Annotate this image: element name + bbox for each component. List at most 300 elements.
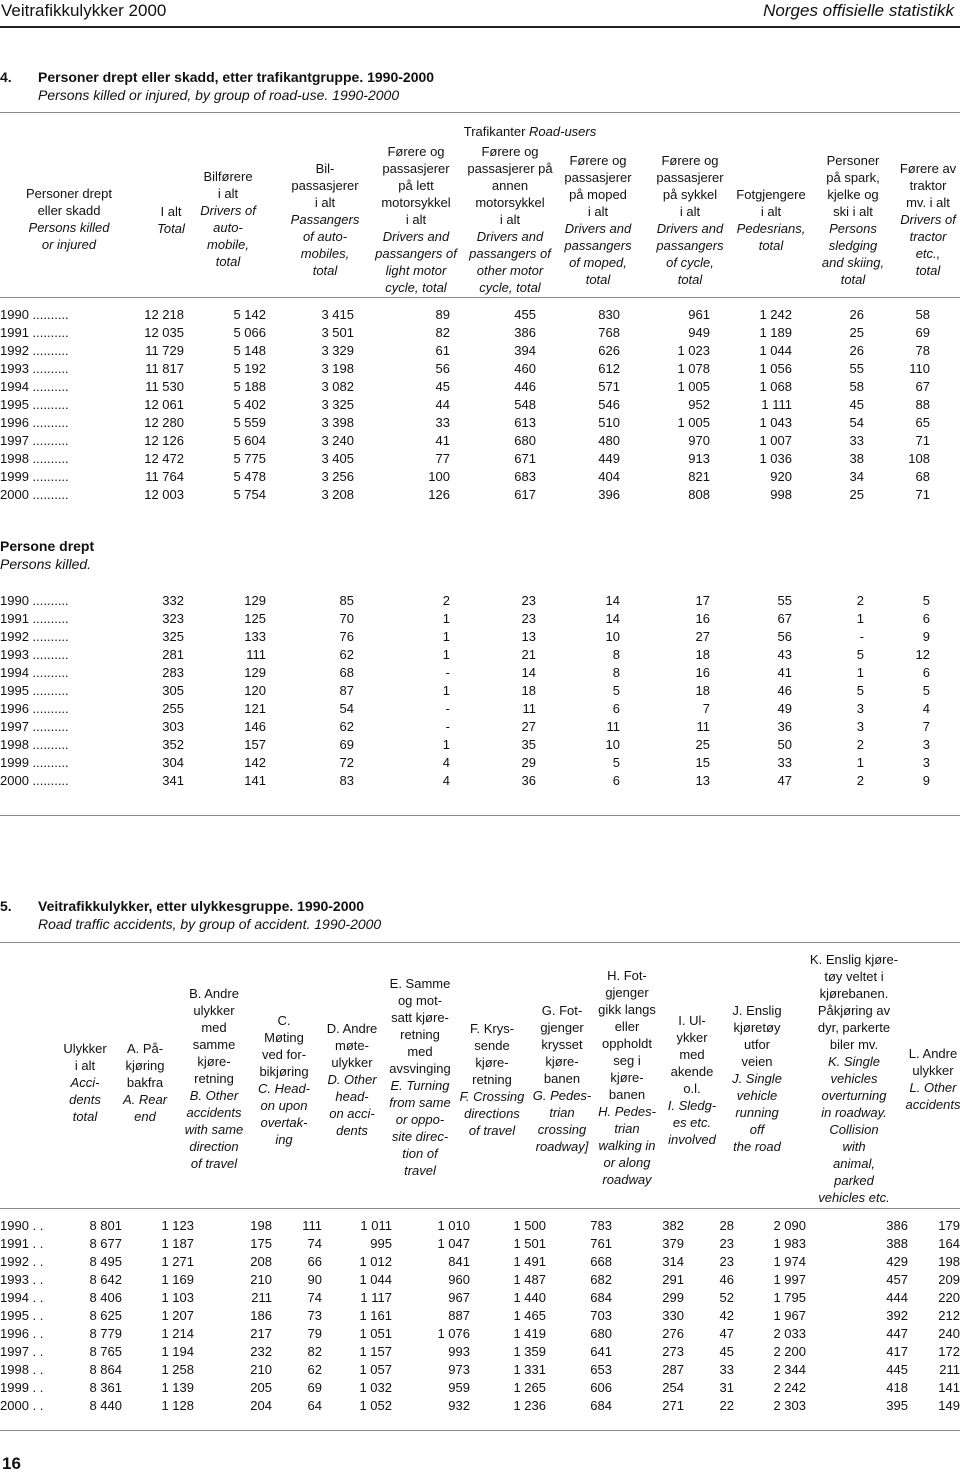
col-header-line: Fotgjengere	[736, 187, 806, 202]
value-cell: 5 142	[233, 307, 266, 322]
col-header-line-en: cycle, total	[479, 280, 541, 295]
table4-killed-row	[0, 736, 930, 754]
col-header-line: Bil-	[315, 161, 335, 176]
value-cell: 82	[435, 325, 450, 340]
col-header-line-en: total	[72, 1109, 98, 1124]
col-header-line-en: other motor	[476, 263, 544, 278]
value-cell: 1 983	[773, 1236, 806, 1251]
table5-col-header-3	[246, 1012, 322, 1148]
table5-col-header-10	[722, 1002, 792, 1155]
value-cell: 341	[162, 773, 184, 788]
value-cell: 1 057	[359, 1362, 392, 1377]
value-cell: 973	[448, 1362, 470, 1377]
col-header-line: banen	[608, 1087, 646, 1102]
col-header-line: ulykker	[193, 1003, 235, 1018]
value-cell: 25	[695, 737, 710, 752]
table5-body	[0, 1217, 960, 1415]
col-header-line: retning	[472, 1072, 512, 1087]
value-cell: 429	[886, 1254, 908, 1269]
col-header-line-en: vehicles etc.	[818, 1190, 890, 1205]
col-header-line-en: I. Sledg-	[667, 1098, 717, 1113]
table4-top-rule	[0, 112, 960, 113]
col-header-line-en: or injured	[41, 237, 97, 252]
col-header-line: veien	[741, 1054, 773, 1069]
value-cell: 74	[307, 1290, 322, 1305]
table4-all-row	[0, 378, 930, 396]
year-cell: 1991 . .	[0, 1236, 44, 1251]
value-cell: 1 194	[161, 1344, 194, 1359]
value-cell: 395	[886, 1398, 908, 1413]
value-cell: 25	[849, 325, 864, 340]
header-right-title: Norges offisielle statistikk	[763, 1, 954, 20]
col-header-line-en: Drivers and	[476, 229, 544, 244]
col-header-line: møte-	[335, 1038, 369, 1053]
table5-row	[0, 1217, 960, 1235]
value-cell: 69	[339, 737, 354, 752]
col-header-line-en: G. Pedes-	[532, 1088, 592, 1103]
value-cell: 1 265	[513, 1380, 546, 1395]
value-cell: 671	[514, 451, 536, 466]
value-cell: 82	[307, 1344, 322, 1359]
col-header-line: passasjerer	[656, 170, 724, 185]
value-cell: 680	[590, 1326, 612, 1341]
value-cell: 1 078	[677, 361, 710, 376]
table5-row	[0, 1235, 960, 1253]
value-cell: 120	[244, 683, 266, 698]
col-header-line-en: of auto-	[302, 229, 348, 244]
col-header-line-en: Collision	[829, 1122, 879, 1137]
year-cell: 2000 ..........	[0, 487, 69, 502]
value-cell: 457	[886, 1272, 908, 1287]
table4-all-row	[0, 486, 930, 504]
value-cell: 2 242	[773, 1380, 806, 1395]
value-cell: 58	[849, 379, 864, 394]
value-cell: 141	[244, 773, 266, 788]
col-header-line: i alt	[587, 204, 609, 219]
value-cell: 1 500	[513, 1218, 546, 1233]
value-cell: 65	[915, 415, 930, 430]
table5-number: 5.	[0, 898, 12, 914]
value-cell: 1 440	[513, 1290, 546, 1305]
col-header-line-en: passangers	[656, 238, 724, 253]
col-header-line: K. Enslig kjøre-	[809, 952, 899, 967]
value-cell: 129	[244, 593, 266, 608]
value-cell: 1 068	[759, 379, 792, 394]
value-cell: 121	[244, 701, 266, 716]
col-header-line-en: Total	[157, 221, 185, 236]
value-cell: 1	[856, 665, 864, 680]
value-cell: 3 415	[321, 307, 354, 322]
year-cell: 1996 ..........	[0, 701, 69, 716]
value-cell: 45	[719, 1344, 734, 1359]
value-cell: 17	[695, 593, 710, 608]
col-header-line: G. Fot-	[541, 1003, 583, 1018]
value-cell: 41	[777, 665, 792, 680]
col-header-line: kjøre-	[475, 1055, 509, 1070]
col-header-line-en: K. Single	[827, 1054, 881, 1069]
value-cell: 993	[448, 1344, 470, 1359]
value-cell: 305	[162, 683, 184, 698]
col-header-line: gjenger	[540, 1020, 584, 1035]
value-cell: 108	[908, 451, 930, 466]
value-cell: 5 192	[233, 361, 266, 376]
year-cell: 1992 ..........	[0, 629, 69, 644]
value-cell: 510	[598, 415, 620, 430]
value-cell: 15	[695, 755, 710, 770]
value-cell: 626	[598, 343, 620, 358]
col-header-line: kjørebanen.	[819, 986, 889, 1001]
value-cell: 126	[428, 487, 450, 502]
table4-group-header: Trafikanter Road-users	[463, 124, 597, 139]
value-cell: 1 111	[761, 397, 792, 412]
value-cell: 392	[886, 1308, 908, 1323]
value-cell: 5 148	[233, 343, 266, 358]
table4-col-header-0	[10, 185, 128, 253]
value-cell: 111	[302, 1218, 322, 1233]
col-header-line: passasjerer	[564, 170, 632, 185]
value-cell: 1 128	[161, 1398, 194, 1413]
value-cell: 69	[915, 325, 930, 340]
value-cell: 2	[856, 773, 864, 788]
value-cell: 314	[662, 1254, 684, 1269]
col-header-line-en: involved	[668, 1132, 716, 1147]
value-cell: 8 361	[89, 1380, 122, 1395]
value-cell: 54	[849, 415, 864, 430]
value-cell: 179	[938, 1218, 960, 1233]
col-header-line-en: total	[840, 272, 866, 287]
col-header-line-en: running	[735, 1105, 779, 1120]
value-cell: 5 066	[233, 325, 266, 340]
table4-header-rule	[0, 297, 960, 298]
table5-row	[0, 1397, 960, 1415]
value-cell: 8 406	[89, 1290, 122, 1305]
value-cell: 386	[514, 325, 536, 340]
table4-col-header-5	[458, 143, 562, 296]
col-header-line: C.	[277, 1013, 291, 1028]
col-header-line-en: with	[842, 1139, 866, 1154]
value-cell: 949	[688, 325, 710, 340]
value-cell: 212	[938, 1308, 960, 1323]
year-cell: 1997 ..........	[0, 433, 69, 448]
value-cell: 23	[521, 593, 536, 608]
col-header-line: F. Krys-	[469, 1021, 515, 1036]
value-cell: 283	[162, 665, 184, 680]
table5-row	[0, 1307, 960, 1325]
value-cell: 11 729	[145, 343, 184, 358]
value-cell: 73	[307, 1308, 322, 1323]
col-header-line-en: animal,	[833, 1156, 875, 1171]
col-header-line-en: Drivers and	[564, 221, 632, 236]
value-cell: 52	[719, 1290, 734, 1305]
table4-all-row	[0, 414, 930, 432]
col-header-line-en: total	[915, 263, 941, 278]
value-cell: 1 465	[513, 1308, 546, 1323]
col-header-line: på spark,	[826, 170, 880, 185]
value-cell: 46	[777, 683, 792, 698]
value-cell: 8	[612, 665, 620, 680]
col-header-line-en: Acci-	[70, 1075, 100, 1090]
table5-row	[0, 1271, 960, 1289]
value-cell: 1 044	[359, 1272, 392, 1287]
value-cell: 386	[886, 1218, 908, 1233]
col-header-line-en: total	[312, 263, 338, 278]
value-cell: 1 123	[161, 1218, 194, 1233]
value-cell: 3	[856, 719, 864, 734]
col-header-line: med	[407, 1044, 433, 1059]
col-header-line: annen	[491, 178, 529, 193]
value-cell: 14	[521, 665, 536, 680]
col-header-line-en: overturning	[821, 1088, 887, 1103]
value-cell: 1 161	[359, 1308, 392, 1323]
value-cell: 56	[435, 361, 450, 376]
col-header-line-en: Drivers of	[900, 212, 956, 227]
value-cell: 3 240	[321, 433, 354, 448]
col-header-line-en: the road	[733, 1139, 781, 1154]
col-header-line: A. På-	[126, 1041, 164, 1056]
col-header-line-en: F. Crossing	[459, 1089, 525, 1104]
col-header-line-en: E. Turning	[390, 1078, 450, 1093]
table4-col-header-3	[280, 160, 370, 279]
table4-killed-row	[0, 610, 930, 628]
value-cell: 3	[922, 755, 930, 770]
value-cell: 68	[339, 665, 354, 680]
table5-col-header-5	[376, 975, 464, 1179]
col-header-line: E. Samme	[389, 976, 451, 991]
col-header-line: ulykker	[912, 1063, 954, 1078]
col-header-line-en: direction	[189, 1139, 239, 1154]
value-cell: 111	[246, 647, 266, 662]
value-cell: 77	[435, 451, 450, 466]
value-cell: 146	[244, 719, 266, 734]
col-header-line-en: crossing	[537, 1122, 587, 1137]
col-header-line-en: total	[585, 272, 611, 287]
table4-col-header-9	[810, 152, 896, 288]
value-cell: 5 775	[233, 451, 266, 466]
col-header-line: Personer drept	[26, 186, 112, 201]
table5-row	[0, 1253, 960, 1271]
col-header-line-en: head-	[335, 1089, 369, 1104]
col-header-line-en: vehicle	[736, 1088, 778, 1103]
value-cell: 5	[922, 683, 930, 698]
value-cell: 8 801	[89, 1218, 122, 1233]
value-cell: 9	[922, 629, 930, 644]
value-cell: 12	[915, 647, 930, 662]
value-cell: 404	[598, 469, 620, 484]
col-header-line: Førere av	[899, 161, 957, 176]
value-cell: 4	[442, 773, 450, 788]
value-cell: 2	[442, 593, 450, 608]
table5-col-header-11	[806, 951, 902, 1206]
header-left-title: Veitrafikkulykker 2000	[1, 1, 167, 20]
value-cell: 50	[777, 737, 792, 752]
value-cell: 1 974	[773, 1254, 806, 1269]
value-cell: 33	[719, 1362, 734, 1377]
value-cell: 6	[612, 701, 620, 716]
value-cell: 18	[521, 683, 536, 698]
value-cell: 88	[915, 397, 930, 412]
year-cell: 1999 . .	[0, 1380, 44, 1395]
value-cell: 70	[339, 611, 354, 626]
col-header-line-en: tractor	[909, 229, 947, 244]
col-header-line-en: and skiing,	[821, 255, 885, 270]
value-cell: 1 023	[677, 343, 710, 358]
col-header-line: på moped	[569, 187, 627, 202]
col-header-line: biler mv.	[829, 1037, 879, 1052]
value-cell: 952	[688, 397, 710, 412]
table4-col-header-4	[366, 143, 466, 296]
value-cell: 209	[938, 1272, 960, 1287]
value-cell: 281	[162, 647, 184, 662]
col-header-line: Ulykker	[63, 1041, 107, 1056]
col-header-line-en: in roadway.	[821, 1105, 887, 1120]
table4-all-row	[0, 324, 930, 342]
year-cell: 1995 ..........	[0, 683, 69, 698]
col-header-line: i alt	[314, 195, 336, 210]
table5-top-rule	[0, 942, 960, 943]
col-header-line: ved for-	[261, 1047, 307, 1062]
value-cell: 1	[856, 755, 864, 770]
col-header-line: avsvinging	[389, 1061, 451, 1076]
col-header-line-en: of cycle,	[666, 255, 714, 270]
value-cell: 27	[695, 629, 710, 644]
col-header-line-en: or oppo-	[395, 1112, 445, 1127]
value-cell: 808	[688, 487, 710, 502]
value-cell: 841	[448, 1254, 470, 1269]
value-cell: 1	[442, 647, 450, 662]
value-cell: 548	[514, 397, 536, 412]
value-cell: 198	[938, 1254, 960, 1269]
value-cell: 291	[662, 1272, 684, 1287]
value-cell: 255	[162, 701, 184, 716]
value-cell: 69	[307, 1380, 322, 1395]
value-cell: 220	[938, 1290, 960, 1305]
value-cell: 1 139	[161, 1380, 194, 1395]
year-cell: 1995 . .	[0, 1308, 44, 1323]
value-cell: 44	[435, 397, 450, 412]
value-cell: 396	[598, 487, 620, 502]
value-cell: 55	[777, 593, 792, 608]
value-cell: 45	[435, 379, 450, 394]
value-cell: 5 402	[233, 397, 266, 412]
value-cell: 11 817	[145, 361, 184, 376]
year-cell: 1998 ..........	[0, 451, 69, 466]
table4-col-header-6	[552, 152, 644, 288]
value-cell: 11 530	[145, 379, 184, 394]
year-cell: 1997 . .	[0, 1344, 44, 1359]
col-header-line: ykker	[676, 1030, 708, 1045]
value-cell: 5	[612, 683, 620, 698]
value-cell: 460	[514, 361, 536, 376]
value-cell: 304	[162, 755, 184, 770]
table5-col-header-9	[664, 1012, 720, 1148]
col-header-line-en: H. Pedes-	[598, 1104, 656, 1119]
col-header-line: ulykker	[331, 1055, 373, 1070]
value-cell: 1 012	[359, 1254, 392, 1269]
value-cell: 8 864	[89, 1362, 122, 1377]
value-cell: 67	[915, 379, 930, 394]
col-header-line-en: parked	[834, 1173, 874, 1188]
value-cell: 1 036	[759, 451, 792, 466]
value-cell: 3 256	[321, 469, 354, 484]
value-cell: 287	[662, 1362, 684, 1377]
year-cell: 1993 . .	[0, 1272, 44, 1287]
value-cell: 8 625	[89, 1308, 122, 1323]
page-number: 16	[2, 1454, 21, 1473]
table5-col-header-1	[120, 1040, 170, 1125]
value-cell: 149	[938, 1398, 960, 1413]
value-cell: 1 487	[513, 1272, 546, 1287]
value-cell: 28	[719, 1218, 734, 1233]
col-header-line-en: D. Other	[327, 1072, 377, 1087]
value-cell: 22	[719, 1398, 734, 1413]
table4-all-row	[0, 432, 930, 450]
col-header-line: motorsykkel	[381, 195, 451, 210]
value-cell: 668	[590, 1254, 612, 1269]
value-cell: 79	[307, 1326, 322, 1341]
value-cell: 6	[922, 665, 930, 680]
col-header-line: oppholdt	[602, 1036, 652, 1051]
value-cell: 68	[915, 469, 930, 484]
value-cell: 67	[777, 611, 792, 626]
value-cell: 66	[307, 1254, 322, 1269]
table4-title-en: Persons killed or injured, by group of road-use. 1990-2000	[38, 87, 400, 103]
value-cell: 5 604	[233, 433, 266, 448]
table5-col-header-6	[452, 1020, 532, 1139]
value-cell: 4	[922, 701, 930, 716]
col-header-line-en: passangers of	[375, 246, 457, 261]
value-cell: 2	[856, 593, 864, 608]
year-cell: 1994 ..........	[0, 379, 69, 394]
col-header-line-en: cycle, total	[385, 280, 447, 295]
value-cell: 444	[886, 1290, 908, 1305]
value-cell: 1	[442, 611, 450, 626]
value-cell: 175	[250, 1236, 272, 1251]
value-cell: 11	[696, 719, 710, 734]
table5-title-en: Road traffic accidents, by group of accident. 1990-2000	[38, 916, 382, 932]
value-cell: -	[445, 719, 450, 734]
value-cell: 8	[612, 647, 620, 662]
value-cell: 1 056	[759, 361, 792, 376]
value-cell: 14	[605, 611, 620, 626]
year-cell: 1991 ..........	[0, 325, 69, 340]
value-cell: 1 258	[161, 1362, 194, 1377]
value-cell: 5	[856, 683, 864, 698]
value-cell: 76	[339, 629, 354, 644]
col-header-line: kjøre-	[197, 1054, 231, 1069]
col-header-line: I. Ul-	[678, 1013, 706, 1028]
value-cell: 210	[250, 1362, 272, 1377]
col-header-line-en: from same	[389, 1095, 451, 1110]
value-cell: 418	[886, 1380, 908, 1395]
value-cell: 445	[886, 1362, 908, 1377]
col-header-line: kjelke og	[827, 187, 879, 202]
value-cell: 26	[849, 343, 864, 358]
value-cell: 13	[521, 629, 536, 644]
col-header-line-en: mobiles,	[300, 246, 350, 261]
value-cell: 887	[448, 1308, 470, 1323]
value-cell: 217	[250, 1326, 272, 1341]
value-cell: 2 090	[773, 1218, 806, 1233]
col-header-line-en: Drivers and	[656, 221, 724, 236]
col-header-line-en: trian	[549, 1105, 575, 1120]
value-cell: 3 082	[321, 379, 354, 394]
value-cell: 2 344	[773, 1362, 806, 1377]
col-header-line: traktor	[909, 178, 947, 193]
table4-col-header-10	[893, 160, 960, 279]
col-header-line-en: passangers	[564, 238, 632, 253]
value-cell: 11 764	[145, 469, 184, 484]
value-cell: 382	[662, 1218, 684, 1233]
